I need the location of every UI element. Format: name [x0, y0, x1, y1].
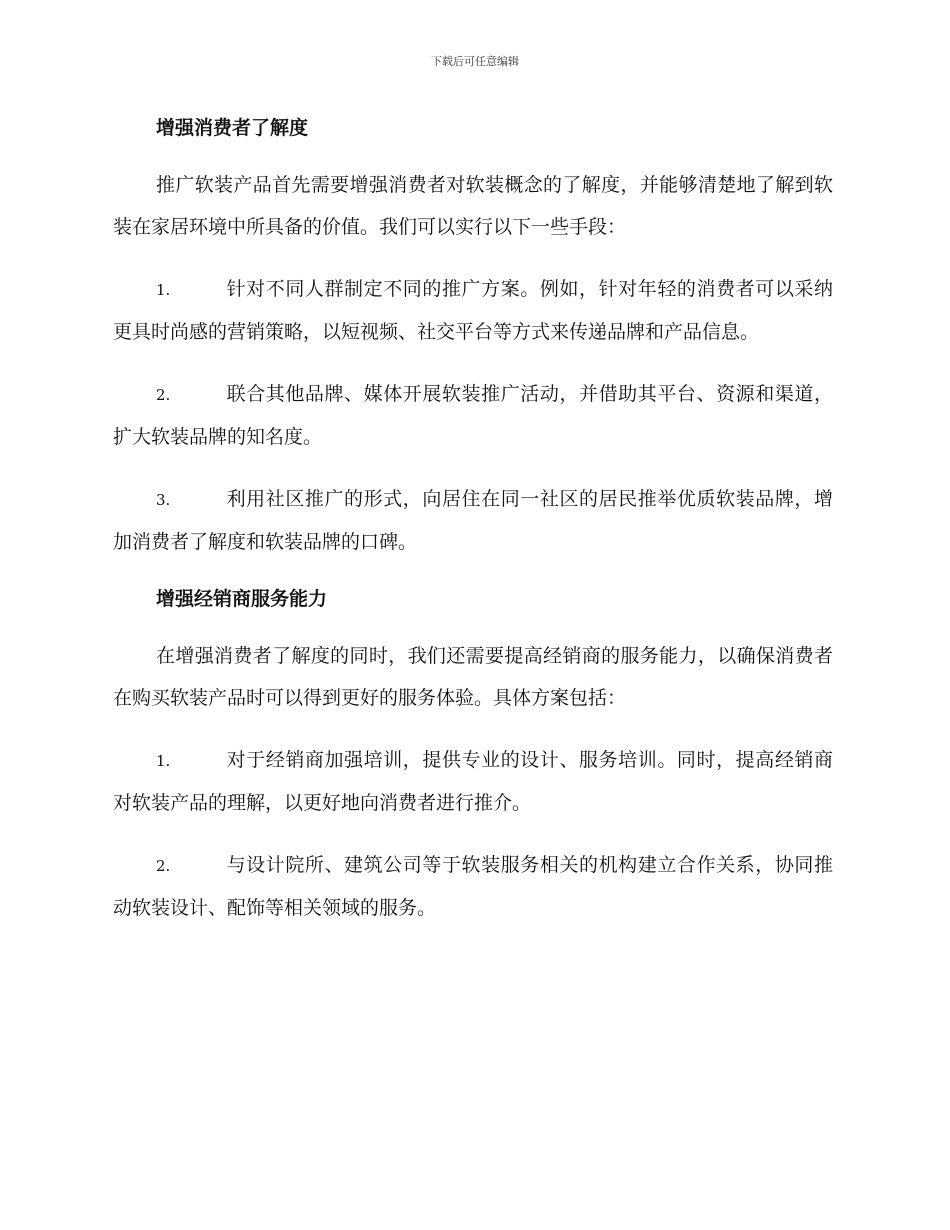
list-item-text: 针对不同人群制定不同的推广方案。例如，针对年轻的消费者可以采纳更具时尚感的营销策略，以短视频、社交平台等方式来传递品牌和产品信息。	[113, 278, 833, 343]
list-item-text: 利用社区推广的形式，向居住在同一社区的居民推举优质软装品牌，增加消费者了解度和软装品牌的口碑。	[113, 488, 833, 553]
list-item	[113, 844, 833, 929]
section-heading: 增强消费者了解度	[156, 117, 309, 139]
list-item-number: 1.	[156, 281, 171, 299]
list-item-number: 1.	[156, 752, 171, 770]
list-item-text: 联合其他品牌、媒体开展软装推广活动，并借助其平台、资源和渠道，扩大软装品牌的知名度。	[113, 383, 833, 448]
list-item-number: 3.	[156, 491, 171, 509]
list-item	[113, 373, 833, 458]
document-body	[113, 112, 833, 929]
list-item	[113, 268, 833, 353]
list-item-number: 2.	[156, 857, 171, 875]
page-header-note: 下载后可任意编辑	[431, 55, 519, 68]
list-item	[113, 478, 833, 563]
section-intro: 推广软装产品首先需要增强消费者对软装概念的了解度，并能够清楚地了解到软装在家居环境中所具备的价值。我们可以实行以下一些手段：	[113, 174, 833, 238]
section-intro: 在增强消费者了解度的同时，我们还需要提高经销商的服务能力，以确保消费者在购买软装产品时可以得到更好的服务体验。具体方案包括：	[113, 645, 833, 709]
list-item-number: 2.	[156, 386, 171, 404]
list-item-text: 与设计院所、建筑公司等于软装服务相关的机构建立合作关系，协同推动软装设计、配饰等相关领域的服务。	[113, 854, 833, 919]
list-item-text: 对于经销商加强培训，提供专业的设计、服务培训。同时，提高经销商对软装产品的理解，以更好地向消费者进行推介。	[113, 749, 833, 814]
list-item	[113, 739, 833, 824]
section-heading: 增强经销商服务能力	[156, 588, 328, 610]
